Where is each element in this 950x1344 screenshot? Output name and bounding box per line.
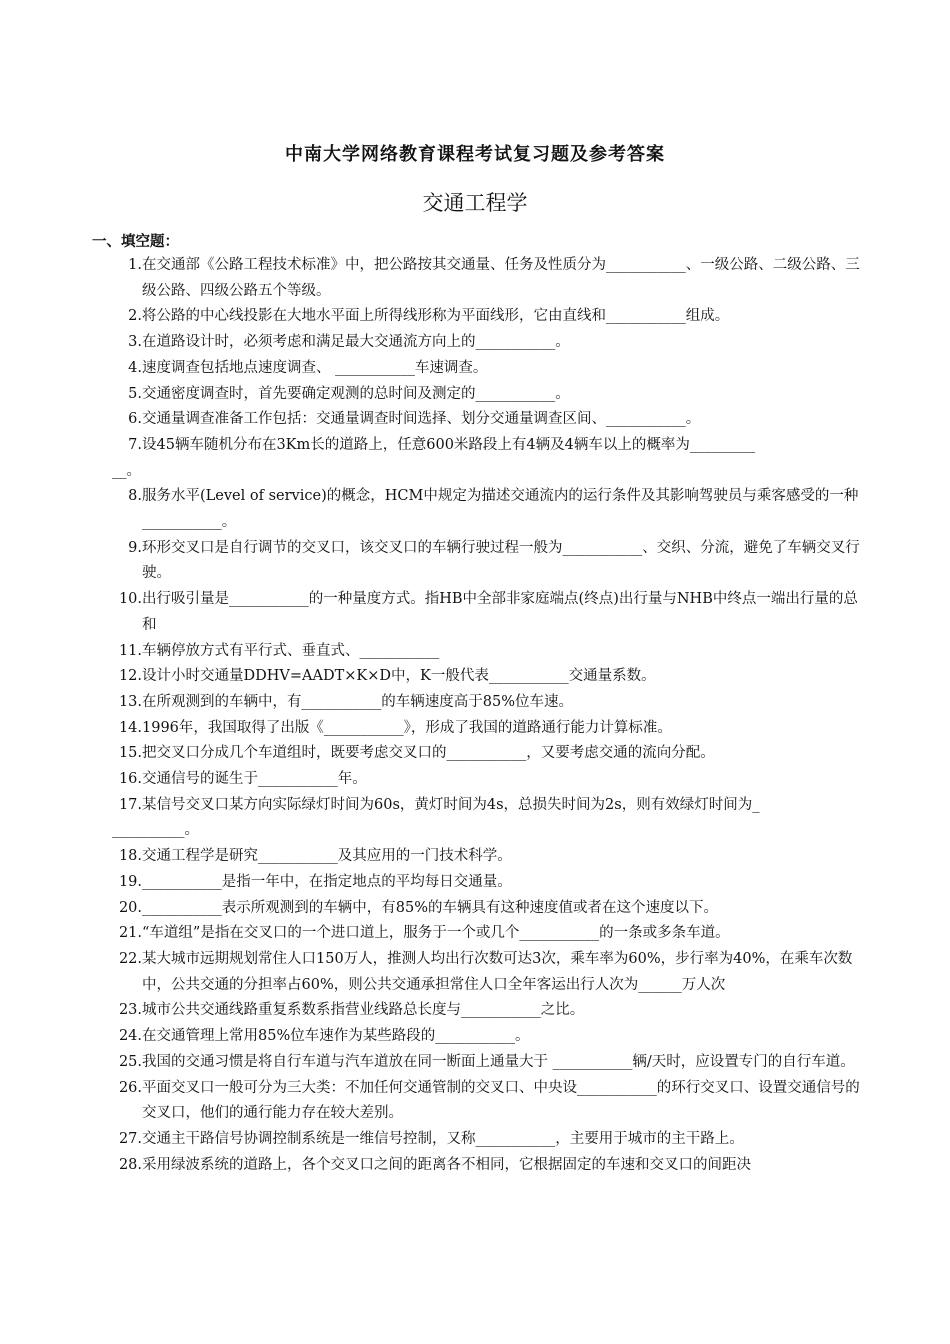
question-item [0,253,950,304]
question-text: 交通信号的诞生于___________年。 [142,771,367,788]
question-text: 将公路的中心线投影在大地水平面上所得线形称为平面线形，它由直线和___________组成。 [142,308,730,325]
question-text: 设计小时交通量DDHV=AADT×K×D中，K一般代表___________交通量系数。 [142,668,656,685]
question-number: 9. [128,539,142,556]
question-number: 21. [118,925,142,942]
question-number: 12. [118,668,142,685]
question-number: 11. [118,642,142,659]
question-item [0,793,950,844]
question-number: 25. [118,1053,142,1070]
question-item [0,382,950,408]
question-text: ___________是指一年中，在指定地点的平均每日交通量。 [142,873,512,890]
question-text: 车辆停放方式有平行式、垂直式、___________ [142,642,440,659]
question-item [0,587,950,638]
question-item [0,870,950,896]
question-number: 4. [128,359,142,376]
question-number: 19. [118,873,142,890]
question-text: 在交通管理上常用85%位车速作为某些路段的___________。 [142,1028,530,1045]
question-number: 5. [128,385,142,402]
question-item [0,1076,950,1127]
question-number: 2. [128,308,142,325]
question-text: 某信号交叉口某方向实际绿灯时间为60s，黄灯时间为4s，总损失时间为2s，则有效绿灯时间为_ [142,796,760,813]
question-text: 交通量调查准备工作包括：交通量调查时间选择、划分交通量调查区间、___________。 [142,411,701,428]
question-number: 28. [118,1156,142,1173]
question-text: 在所观测到的车辆中，有___________的车辆速度高于85%位车速。 [142,693,573,710]
question-number: 16. [118,771,142,788]
question-number: 3. [128,334,142,351]
question-text: “车道组”是指在交叉口的一个进口道上，服务于一个或几个___________的一条或多条车道。 [142,925,730,942]
question-number: 23. [118,1002,142,1019]
question-number: 13. [118,693,142,710]
question-item [0,844,950,870]
question-item [0,330,950,356]
question-text: 采用绿波系统的道路上，各个交叉口之间的距离各不相同，它根据固定的车速和交叉口的间距决 [142,1156,751,1173]
question-item [0,1024,950,1050]
question-number: 22. [118,950,142,967]
question-item [0,1153,950,1179]
question-number: 24. [118,1028,142,1045]
question-text: 某大城市远期规划常住人口150万人，推测人均出行次数可达3次，乘车率为60%，步行率为40%，在乘车次数中，公共交通的分担率占60%，则公共交通承担常住人口全年客运出行人次为______万人次 [142,950,853,993]
question-item [0,356,950,382]
question-item [0,407,950,433]
question-text: 交通主干路信号协调控制系统是一维信号控制，又称___________，主要用于城市的主干路上。 [142,1130,744,1147]
question-text-continuation: __________。 [112,822,199,839]
question-text: 出行吸引量是___________的一种量度方式。指HB中全部非家庭端点(终点)出行量与NHB中终点一端出行量的总和 [142,591,858,633]
question-item [0,998,950,1024]
question-text-continuation: __。 [112,462,141,479]
question-text: ___________表示所观测到的车辆中，有85%的车辆具有这种速度值或者在这个速度以下。 [142,899,718,916]
question-item [0,639,950,665]
question-number: 18. [118,848,142,865]
question-number: 15. [118,745,142,762]
question-number: 6. [128,411,142,428]
question-number: 7. [128,436,142,453]
document-header: 中南大学网络教育课程考试复习题及参考答案 [285,144,665,165]
question-item [0,690,950,716]
question-number: 20. [118,899,142,916]
question-text: 服务水平(Level of service)的概念，HCM中规定为描述交通流内的运行条件及其影响驾驶员与乘客感受的一种___________。 [142,488,859,531]
question-item [0,716,950,742]
question-text: 平面交叉口一般可分为三大类：不加任何交通管制的交叉口、中央设___________的环行交叉口、设置交通信号的交叉口，他们的通行能力存在较大差别。 [142,1079,860,1122]
question-text: 1996年，我国取得了出版《___________》，形成了我国的道路通行能力计算标准。 [142,719,672,736]
question-item [0,947,950,998]
question-item [0,664,950,690]
question-list [0,253,950,1178]
question-item [0,304,950,330]
question-number: 14. [118,719,142,736]
question-text: 交通工程学是研究___________及其应用的一门技术科学。 [142,848,512,865]
question-number: 17. [118,796,142,813]
question-item [0,921,950,947]
section-heading: 一、填空题： [92,234,179,250]
question-text: 设45辆车随机分布在3Km长的道路上，任意600米路段上有4辆及4辆车以上的概率为_________ [142,436,756,453]
question-item [0,741,950,767]
question-text: 环形交叉口是自行调节的交叉口，该交叉口的车辆行驶过程一般为___________、交织、分流，避免了车辆交叉行驶。 [142,539,860,582]
question-text: 交通密度调查时，首先要确定观测的总时间及测定的___________。 [142,385,570,402]
question-number: 26. [118,1079,142,1096]
question-text: 速度调查包括地点速度调查、 ___________车速调查。 [142,359,488,376]
question-text: 城市公共交通线路重复系数系指营业线路总长度与___________之比。 [142,1002,585,1019]
question-number: 8. [128,488,142,505]
question-item [0,536,950,587]
question-item [0,1127,950,1153]
question-number: 27. [118,1130,142,1147]
question-item [0,484,950,535]
question-item [0,1050,950,1076]
question-number: 10. [118,591,142,608]
question-item [0,896,950,922]
course-title: 交通工程学 [422,191,528,215]
question-text: 在道路设计时，必须考虑和满足最大交通流方向上的___________。 [142,334,570,351]
question-item [0,767,950,793]
question-text: 把交叉口分成几个车道组时，既要考虑交叉口的___________，又要考虑交通的流向分配。 [142,745,715,762]
question-text: 我国的交通习惯是将自行车道与汽车道放在同一断面上通量大于 ___________辆/天时，应设置专门的自行车道。 [142,1053,855,1070]
question-item [0,433,950,484]
question-number: 1. [128,257,142,273]
question-text: 在交通部《公路工程技术标准》中，把公路按其交通量、任务及性质分为___________、一级公路、二级公路、三级公路、四级公路五个等级。 [142,257,860,299]
